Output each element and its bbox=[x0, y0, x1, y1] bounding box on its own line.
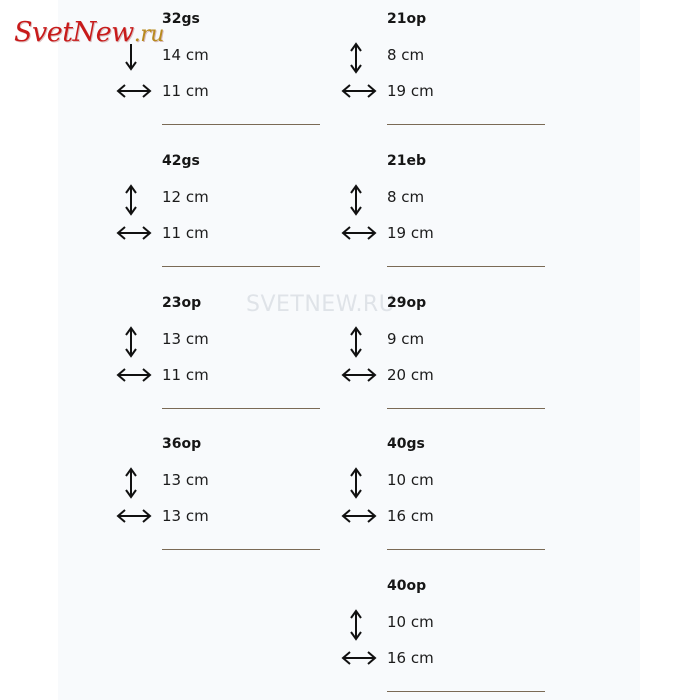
item-height: 9 cm bbox=[387, 330, 425, 348]
horizontal-double-arrow-icon bbox=[341, 508, 377, 524]
divider bbox=[387, 266, 545, 267]
item-width: 16 cm bbox=[387, 649, 434, 667]
item-height: 12 cm bbox=[162, 188, 209, 206]
horizontal-double-arrow-icon bbox=[116, 83, 152, 99]
vertical-double-arrow-icon bbox=[124, 326, 138, 358]
divider bbox=[162, 549, 320, 550]
item-width: 19 cm bbox=[387, 82, 434, 100]
divider bbox=[162, 266, 320, 267]
item-card bbox=[341, 142, 581, 272]
watermark: SVETNEW.RU bbox=[246, 292, 396, 317]
item-card bbox=[341, 0, 581, 130]
horizontal-double-arrow-icon bbox=[341, 650, 377, 666]
item-name: 36op bbox=[162, 436, 202, 452]
item-name: 21op bbox=[387, 11, 427, 27]
item-width: 11 cm bbox=[162, 224, 209, 242]
vertical-double-arrow-icon bbox=[349, 326, 363, 358]
item-height: 14 cm bbox=[162, 46, 209, 64]
vertical-double-arrow-icon bbox=[124, 467, 138, 499]
item-width: 16 cm bbox=[387, 507, 434, 525]
item-height: 8 cm bbox=[387, 188, 425, 206]
horizontal-double-arrow-icon bbox=[341, 225, 377, 241]
item-height: 13 cm bbox=[162, 330, 209, 348]
item-name: 40op bbox=[387, 578, 427, 594]
item-width: 20 cm bbox=[387, 366, 434, 384]
divider bbox=[387, 691, 545, 692]
item-height: 10 cm bbox=[387, 613, 434, 631]
horizontal-double-arrow-icon bbox=[341, 83, 377, 99]
vertical-double-arrow-icon bbox=[349, 184, 363, 216]
vertical-double-arrow-icon bbox=[349, 42, 363, 74]
item-name: 21eb bbox=[387, 153, 426, 169]
item-height: 10 cm bbox=[387, 471, 434, 489]
item-card bbox=[116, 142, 356, 272]
item-name: 40gs bbox=[387, 436, 425, 452]
item-width: 11 cm bbox=[162, 82, 209, 100]
vertical-double-arrow-icon bbox=[349, 467, 363, 499]
item-card bbox=[341, 284, 581, 414]
horizontal-double-arrow-icon bbox=[116, 225, 152, 241]
item-name: 42gs bbox=[162, 153, 200, 169]
item-card bbox=[341, 567, 581, 697]
horizontal-double-arrow-icon bbox=[341, 367, 377, 383]
item-width: 19 cm bbox=[387, 224, 434, 242]
item-width: 13 cm bbox=[162, 507, 209, 525]
horizontal-double-arrow-icon bbox=[116, 367, 152, 383]
logo-text: SvetNew bbox=[14, 17, 134, 48]
item-name: 32gs bbox=[162, 11, 200, 27]
item-height: 13 cm bbox=[162, 471, 209, 489]
item-card bbox=[116, 284, 356, 414]
item-card bbox=[341, 425, 581, 555]
divider bbox=[162, 408, 320, 409]
horizontal-double-arrow-icon bbox=[116, 508, 152, 524]
divider bbox=[387, 408, 545, 409]
down-arrow-icon bbox=[124, 42, 138, 72]
item-height: 8 cm bbox=[387, 46, 425, 64]
item-name: 23op bbox=[162, 295, 202, 311]
item-card bbox=[116, 0, 356, 130]
vertical-double-arrow-icon bbox=[124, 184, 138, 216]
logo-suffix: .ru bbox=[133, 22, 164, 47]
divider bbox=[387, 549, 545, 550]
divider bbox=[387, 124, 545, 125]
item-card bbox=[116, 425, 356, 555]
divider bbox=[162, 124, 320, 125]
item-width: 11 cm bbox=[162, 366, 209, 384]
item-name: 29op bbox=[387, 295, 427, 311]
vertical-double-arrow-icon bbox=[349, 609, 363, 641]
